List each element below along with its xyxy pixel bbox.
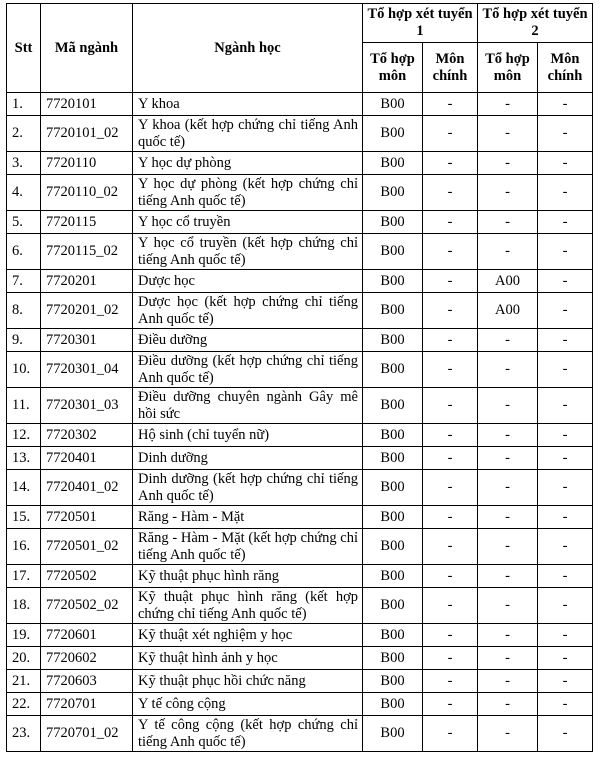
row-stt: 20.	[7, 647, 41, 670]
row-code: 7720601	[41, 624, 133, 647]
row-mon-chinh-2: -	[538, 329, 593, 352]
row-to-hop-mon-1: B00	[363, 116, 423, 152]
row-to-hop-mon-1: B00	[363, 329, 423, 352]
row-code: 7720603	[41, 670, 133, 693]
row-mon-chinh-1: -	[423, 529, 478, 565]
row-to-hop-mon-1: B00	[363, 693, 423, 716]
row-mon-chinh-1: -	[423, 175, 478, 211]
row-mon-chinh-1: -	[423, 93, 478, 116]
row-to-hop-mon-1: B00	[363, 211, 423, 234]
row-mon-chinh-2: -	[538, 470, 593, 506]
row-major-name: Y học dự phòng	[133, 152, 363, 175]
header-nganh-hoc: Ngành học	[133, 4, 363, 93]
row-mon-chinh-1: -	[423, 270, 478, 293]
row-stt: 1.	[7, 93, 41, 116]
row-to-hop-mon-1: B00	[363, 424, 423, 447]
table-row	[7, 329, 593, 352]
row-stt: 6.	[7, 234, 41, 270]
table-row	[7, 293, 593, 329]
row-mon-chinh-2: -	[538, 624, 593, 647]
row-stt: 22.	[7, 693, 41, 716]
row-to-hop-mon-1: B00	[363, 293, 423, 329]
row-stt: 3.	[7, 152, 41, 175]
row-mon-chinh-1: -	[423, 329, 478, 352]
table-row	[7, 175, 593, 211]
row-code: 7720115_02	[41, 234, 133, 270]
row-mon-chinh-2: -	[538, 565, 593, 588]
table-row	[7, 716, 593, 752]
row-major-name: Y học dự phòng (kết hợp chứng chỉ tiếng Anh quốc tế)	[133, 175, 363, 211]
row-to-hop-mon-1: B00	[363, 447, 423, 470]
row-major-name: Y tế công cộng (kết hợp chứng chỉ tiếng Anh quốc tế)	[133, 716, 363, 752]
row-code: 7720115	[41, 211, 133, 234]
row-code: 7720201	[41, 270, 133, 293]
row-stt: 7.	[7, 270, 41, 293]
row-code: 7720401	[41, 447, 133, 470]
row-mon-chinh-2: -	[538, 211, 593, 234]
row-major-name: Y học cổ truyền (kết hợp chứng chỉ tiếng Anh quốc tế)	[133, 234, 363, 270]
row-to-hop-mon-1: B00	[363, 152, 423, 175]
row-to-hop-mon-1: B00	[363, 93, 423, 116]
table-row	[7, 234, 593, 270]
row-to-hop-mon-1: B00	[363, 588, 423, 624]
row-stt: 2.	[7, 116, 41, 152]
row-major-name: Răng - Hàm - Mặt (kết hợp chứng chỉ tiếng Anh quốc tế)	[133, 529, 363, 565]
table-row	[7, 388, 593, 424]
row-major-name: Y khoa	[133, 93, 363, 116]
row-mon-chinh-1: -	[423, 116, 478, 152]
row-mon-chinh-2: -	[538, 352, 593, 388]
header-to-hop-mon-2: Tổ hợp môn	[478, 43, 538, 93]
row-major-name: Dược học (kết hợp chứng chỉ tiếng Anh quốc tế)	[133, 293, 363, 329]
row-stt: 21.	[7, 670, 41, 693]
row-to-hop-mon-2: -	[478, 329, 538, 352]
row-to-hop-mon-2: -	[478, 175, 538, 211]
row-mon-chinh-1: -	[423, 152, 478, 175]
row-to-hop-mon-2: -	[478, 152, 538, 175]
row-to-hop-mon-1: B00	[363, 670, 423, 693]
table-row	[7, 647, 593, 670]
row-mon-chinh-2: -	[538, 270, 593, 293]
row-mon-chinh-2: -	[538, 234, 593, 270]
row-to-hop-mon-2: -	[478, 447, 538, 470]
header-ma-nganh: Mã ngành	[41, 4, 133, 93]
header-to-hop-mon-1: Tổ hợp môn	[363, 43, 423, 93]
row-to-hop-mon-2: -	[478, 352, 538, 388]
header-mon-chinh-2: Môn chính	[538, 43, 593, 93]
table-body	[7, 93, 593, 752]
row-code: 7720502	[41, 565, 133, 588]
table-row	[7, 588, 593, 624]
row-mon-chinh-1: -	[423, 624, 478, 647]
row-mon-chinh-2: -	[538, 670, 593, 693]
row-stt: 13.	[7, 447, 41, 470]
table-header	[7, 4, 593, 93]
row-code: 7720501_02	[41, 529, 133, 565]
table-row	[7, 565, 593, 588]
table-row	[7, 447, 593, 470]
table-row	[7, 506, 593, 529]
row-mon-chinh-2: -	[538, 175, 593, 211]
header-group-1: Tổ hợp xét tuyển 1	[363, 4, 478, 43]
table-row	[7, 270, 593, 293]
row-mon-chinh-2: -	[538, 152, 593, 175]
row-mon-chinh-2: -	[538, 588, 593, 624]
row-to-hop-mon-2: -	[478, 506, 538, 529]
row-mon-chinh-1: -	[423, 470, 478, 506]
row-mon-chinh-2: -	[538, 424, 593, 447]
table-row	[7, 529, 593, 565]
table-row	[7, 424, 593, 447]
row-to-hop-mon-2: -	[478, 424, 538, 447]
table-row	[7, 670, 593, 693]
row-major-name: Kỹ thuật hình ảnh y học	[133, 647, 363, 670]
row-mon-chinh-2: -	[538, 93, 593, 116]
row-stt: 10.	[7, 352, 41, 388]
table-row	[7, 152, 593, 175]
row-code: 7720201_02	[41, 293, 133, 329]
row-code: 7720401_02	[41, 470, 133, 506]
row-mon-chinh-2: -	[538, 647, 593, 670]
row-to-hop-mon-2: -	[478, 470, 538, 506]
row-mon-chinh-1: -	[423, 352, 478, 388]
row-major-name: Điều dưỡng	[133, 329, 363, 352]
row-to-hop-mon-1: B00	[363, 565, 423, 588]
row-major-name: Y tế công cộng	[133, 693, 363, 716]
admission-table	[6, 3, 593, 752]
row-stt: 12.	[7, 424, 41, 447]
row-mon-chinh-1: -	[423, 565, 478, 588]
row-to-hop-mon-2: -	[478, 529, 538, 565]
row-stt: 5.	[7, 211, 41, 234]
row-mon-chinh-2: -	[538, 506, 593, 529]
row-stt: 15.	[7, 506, 41, 529]
row-major-name: Kỹ thuật phục hình răng	[133, 565, 363, 588]
table-row	[7, 693, 593, 716]
row-mon-chinh-2: -	[538, 293, 593, 329]
row-mon-chinh-1: -	[423, 211, 478, 234]
table-row	[7, 470, 593, 506]
row-mon-chinh-1: -	[423, 647, 478, 670]
row-to-hop-mon-1: B00	[363, 470, 423, 506]
row-to-hop-mon-2: -	[478, 211, 538, 234]
row-major-name: Y khoa (kết hợp chứng chỉ tiếng Anh quốc tế)	[133, 116, 363, 152]
header-group-2: Tổ hợp xét tuyển 2	[478, 4, 593, 43]
row-code: 7720301_03	[41, 388, 133, 424]
row-mon-chinh-1: -	[423, 424, 478, 447]
row-mon-chinh-2: -	[538, 447, 593, 470]
row-to-hop-mon-2: -	[478, 670, 538, 693]
row-to-hop-mon-2: -	[478, 693, 538, 716]
row-code: 7720602	[41, 647, 133, 670]
row-code: 7720110	[41, 152, 133, 175]
row-major-name: Kỹ thuật xét nghiệm y học	[133, 624, 363, 647]
table-row	[7, 624, 593, 647]
row-to-hop-mon-1: B00	[363, 716, 423, 752]
row-to-hop-mon-1: B00	[363, 175, 423, 211]
table-row	[7, 211, 593, 234]
row-to-hop-mon-2: A00	[478, 293, 538, 329]
row-code: 7720301_04	[41, 352, 133, 388]
row-to-hop-mon-2: -	[478, 388, 538, 424]
row-to-hop-mon-1: B00	[363, 529, 423, 565]
row-to-hop-mon-1: B00	[363, 624, 423, 647]
row-mon-chinh-1: -	[423, 234, 478, 270]
row-mon-chinh-2: -	[538, 529, 593, 565]
table-row	[7, 352, 593, 388]
row-to-hop-mon-2: A00	[478, 270, 538, 293]
row-mon-chinh-1: -	[423, 447, 478, 470]
row-stt: 4.	[7, 175, 41, 211]
row-mon-chinh-1: -	[423, 293, 478, 329]
row-mon-chinh-2: -	[538, 388, 593, 424]
row-major-name: Răng - Hàm - Mặt	[133, 506, 363, 529]
row-major-name: Hộ sinh (chỉ tuyển nữ)	[133, 424, 363, 447]
row-major-name: Kỹ thuật phục hồi chức năng	[133, 670, 363, 693]
row-mon-chinh-1: -	[423, 506, 478, 529]
row-stt: 18.	[7, 588, 41, 624]
row-code: 7720501	[41, 506, 133, 529]
row-major-name: Kỹ thuật phục hình răng (kết hợp chứng chỉ tiếng Anh quốc tế)	[133, 588, 363, 624]
row-mon-chinh-2: -	[538, 693, 593, 716]
row-stt: 19.	[7, 624, 41, 647]
row-major-name: Dinh dưỡng (kết hợp chứng chỉ tiếng Anh quốc tế)	[133, 470, 363, 506]
table-row	[7, 93, 593, 116]
row-mon-chinh-1: -	[423, 716, 478, 752]
row-code: 7720701	[41, 693, 133, 716]
row-to-hop-mon-2: -	[478, 624, 538, 647]
row-mon-chinh-1: -	[423, 670, 478, 693]
row-to-hop-mon-1: B00	[363, 352, 423, 388]
row-mon-chinh-2: -	[538, 116, 593, 152]
row-stt: 8.	[7, 293, 41, 329]
row-stt: 23.	[7, 716, 41, 752]
header-mon-chinh-1: Môn chính	[423, 43, 478, 93]
row-to-hop-mon-2: -	[478, 116, 538, 152]
row-to-hop-mon-2: -	[478, 588, 538, 624]
row-stt: 9.	[7, 329, 41, 352]
row-mon-chinh-1: -	[423, 388, 478, 424]
row-to-hop-mon-1: B00	[363, 234, 423, 270]
row-code: 7720101	[41, 93, 133, 116]
row-code: 7720301	[41, 329, 133, 352]
table-row	[7, 116, 593, 152]
row-to-hop-mon-1: B00	[363, 270, 423, 293]
row-stt: 17.	[7, 565, 41, 588]
row-mon-chinh-1: -	[423, 693, 478, 716]
row-code: 7720502_02	[41, 588, 133, 624]
row-to-hop-mon-1: B00	[363, 647, 423, 670]
row-stt: 16.	[7, 529, 41, 565]
row-major-name: Dinh dưỡng	[133, 447, 363, 470]
row-major-name: Điều dưỡng (kết hợp chứng chỉ tiếng Anh quốc tế)	[133, 352, 363, 388]
row-code: 7720101_02	[41, 116, 133, 152]
row-to-hop-mon-2: -	[478, 716, 538, 752]
row-code: 7720302	[41, 424, 133, 447]
row-to-hop-mon-2: -	[478, 93, 538, 116]
row-to-hop-mon-2: -	[478, 565, 538, 588]
header-stt: Stt	[7, 4, 41, 93]
row-major-name: Y học cổ truyền	[133, 211, 363, 234]
row-mon-chinh-1: -	[423, 588, 478, 624]
row-to-hop-mon-1: B00	[363, 388, 423, 424]
row-to-hop-mon-2: -	[478, 647, 538, 670]
row-major-name: Điều dưỡng chuyên ngành Gây mê hồi sức	[133, 388, 363, 424]
row-stt: 14.	[7, 470, 41, 506]
row-stt: 11.	[7, 388, 41, 424]
row-to-hop-mon-1: B00	[363, 506, 423, 529]
row-code: 7720110_02	[41, 175, 133, 211]
row-code: 7720701_02	[41, 716, 133, 752]
row-to-hop-mon-2: -	[478, 234, 538, 270]
row-mon-chinh-2: -	[538, 716, 593, 752]
row-major-name: Dược học	[133, 270, 363, 293]
